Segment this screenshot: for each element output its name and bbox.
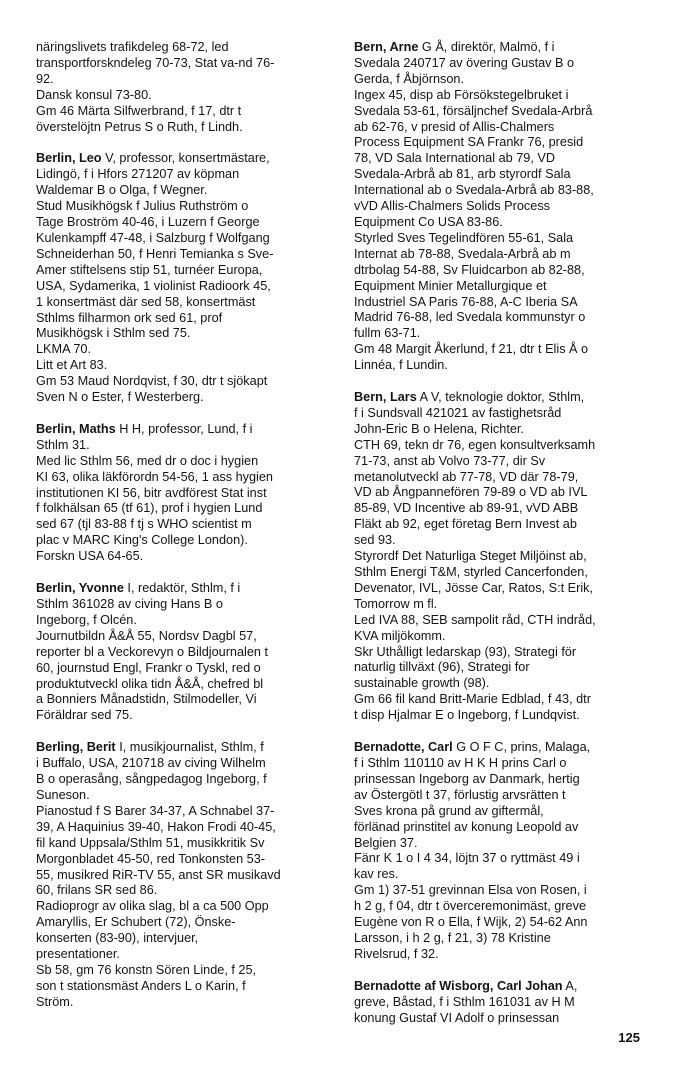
- entry-line: Tomorrow m fl.: [354, 596, 438, 611]
- entry-line: Waldemar B o Olga, f Wegner.: [36, 183, 208, 198]
- entry-line: Skr Uthålligt ledarskap (93), Strategi för: [354, 644, 577, 659]
- entry-line: fullm 63-71.: [354, 326, 421, 341]
- entry-line: Styrordf Det Naturliga Steget Miljöinst ab,: [354, 549, 587, 564]
- entry-name: Berlin, Maths: [36, 421, 116, 436]
- entry-line: LKMA 70.: [36, 342, 92, 357]
- entry-name: Berlin, Leo: [36, 151, 102, 166]
- entry-name: Bernadotte af Wisborg, Carl Johan: [354, 978, 563, 993]
- entry-line: Linnéa, f Lundin.: [354, 358, 448, 373]
- entry-line: prinsessan Ingeborg av Danmark, hertig: [354, 771, 580, 786]
- entry-line: Sb 58, gm 76 konstn Sören Linde, f 25,: [36, 962, 257, 977]
- entry-name: Bern, Arne: [354, 40, 419, 54]
- entry-line: sustainable growth (98).: [354, 676, 490, 691]
- entry-line: Equipment Minier Metallurgique et: [354, 278, 547, 293]
- biography-entry: [36, 151, 324, 406]
- entry-name: Bern, Lars: [354, 390, 417, 405]
- entry-line: Fläkt ab 92, eget företag Bern Invest ab: [354, 517, 577, 532]
- entry-line: Devenator, IVL, Jösse Car, Ratos, S:t Erik,: [354, 580, 594, 595]
- entry-line: h 2 g, f 04, dtr t överceremonimäst, greve: [354, 899, 587, 914]
- entry-line: näringslivets trafikdeleg 68-72, led: [36, 40, 229, 54]
- entry-line: metanolutveckl ab 77-78, VD där 78-79,: [354, 469, 579, 484]
- entry-line: KVA miljökomm.: [354, 628, 446, 643]
- entry-line: Sthlms filharmon ork sed 61, prof: [36, 310, 223, 325]
- biography-entry: [36, 740, 324, 1010]
- entry-line: [354, 40, 642, 56]
- entry-line: Svedala 53-61, försäljnchef Svedala-Arbrå: [354, 103, 593, 118]
- entry-line: transportforskndeleg 70-73, Stat va-nd 76-: [36, 55, 275, 70]
- entry-line: fil kand Uppsala/Sthlm 51, musikkritik Sv: [36, 835, 265, 850]
- entry-line: f i Sundsvall 421021 av fastighetsråd: [354, 405, 562, 420]
- entry-line-text: V, professor, konsertmästare,: [101, 151, 270, 166]
- entry-line: Med lic Sthlm 56, med dr o doc i hygien: [36, 453, 259, 468]
- entry-line-text: A V, teknologie doktor, Sthlm,: [416, 390, 585, 405]
- entry-line: International ab o Svedala-Arbrå ab 83-88,: [354, 183, 594, 198]
- entry-line: 1 konsertmäst där sed 58, konsertmäst: [36, 294, 256, 309]
- entry-line: Schneiderhan 50, f Henri Temianka s Sve-: [36, 246, 274, 261]
- entry-line: sed 93.: [354, 533, 396, 548]
- entry-line: överstelöjtn Petrus S o Ruth, f Lindh.: [36, 119, 243, 134]
- entry-line: Industriel SA Paris 76-88, A-C Iberia SA: [354, 294, 578, 309]
- biography-entry: [354, 40, 642, 374]
- entry-line: konung Gustaf VI Adolf o prinsessan: [354, 1010, 560, 1025]
- entry-line: Styrled Sves Tegelindfören 55-61, Sala: [354, 230, 574, 245]
- entry-line: Ingeborg, f Olcén.: [36, 612, 137, 627]
- document-page: [36, 40, 648, 1040]
- entry-line: CTH 69, tekn dr 76, egen konsultverksamh: [354, 437, 596, 452]
- biography-entry: [36, 422, 324, 565]
- entry-line: Amaryllis, Er Schubert (72), Önske-: [36, 915, 236, 930]
- page-number: 125: [618, 1030, 640, 1045]
- left-column: [36, 40, 324, 1027]
- entry-line: Gerda, f Åbjörnson.: [354, 71, 465, 86]
- entry-line: [36, 422, 324, 438]
- entry-line: son t stationsmäst Anders L o Karin, f: [36, 978, 246, 993]
- entry-line: Musikhögsk i Sthlm sed 75.: [36, 326, 191, 341]
- right-column: [354, 40, 642, 1042]
- entry-line: plac v MARC King's College London).: [36, 533, 248, 548]
- entry-line: Föräldrar sed 75.: [36, 708, 133, 723]
- entry-line: [354, 390, 642, 406]
- entry-line: naturlig tillväxt (96), Strategi for: [354, 660, 530, 675]
- biography-entry: [354, 390, 642, 724]
- entry-name: Bernadotte, Carl: [354, 740, 453, 755]
- entry-line: Gm 48 Margit Åkerlund, f 21, dtr t Elis Å o: [354, 342, 589, 357]
- entry-line: greve, Båstad, f i Sthlm 161031 av H M: [354, 994, 575, 1009]
- entry-line: av Östergötl t 37, förlustig arvsrätten t: [354, 787, 566, 802]
- entry-line: Amer stiftelsens stip 51, turnéer Europa,: [36, 262, 263, 277]
- entry-line: KI 63, olika läkförordn 54-56, 1 ass hygien: [36, 469, 273, 484]
- entry-line: Journutbildn Å&Å 55, Nordsv Dagbl 57,: [36, 628, 257, 643]
- entry-line: f folkhälsan 65 (tf 61), prof i hygien Lund: [36, 501, 263, 516]
- entry-line: Tage Broström 40-46, i Luzern f George: [36, 215, 260, 230]
- entry-line: Larsson, i h 2 g, f 21, 3) 78 Kristine: [354, 930, 551, 945]
- entry-line: Litt et Art 83.: [36, 358, 108, 373]
- entry-line: 60, frilans SR sed 86.: [36, 883, 158, 898]
- entry-line: Sthlm 361028 av civing Hans B o: [36, 597, 223, 611]
- entry-line: USA, Sydamerika, 1 violinist Radioork 45,: [36, 278, 271, 293]
- entry-line: 78, VD Sala International ab 79, VD: [354, 151, 556, 166]
- entry-line: Forskn USA 64-65.: [36, 549, 144, 564]
- entry-line: Sthlm 31.: [36, 437, 90, 452]
- entry-line: [354, 979, 642, 995]
- entry-line: t disp Hjalmar E o Ingeborg, f Lundqvist.: [354, 708, 580, 723]
- entry-line: 39, A Haquinius 39-40, Hakon Frodi 40-45,: [36, 819, 276, 834]
- biography-entry: [354, 740, 642, 963]
- entry-line: Equipment Co USA 83-86.: [354, 214, 503, 229]
- entry-line: presentationer.: [36, 947, 120, 962]
- entry-line: Suneson.: [36, 787, 90, 802]
- entry-line: [36, 581, 324, 597]
- entry-line: vVD Allis-Chalmers Solids Process: [354, 199, 551, 214]
- entry-line: Svedala-Arbrå ab 81, arb styrordf Sala: [354, 167, 571, 182]
- entry-line: John-Eric B o Helena, Richter.: [354, 421, 524, 436]
- entry-line: Internat ab 78-88, Svedala-Arbrå ab m: [354, 246, 571, 261]
- entry-line: produktutveckl olika tidn Å&Å, chefred bl: [36, 676, 264, 691]
- entry-line: [36, 740, 324, 756]
- entry-line-text: G O F C, prins, Malaga,: [452, 740, 591, 755]
- entry-line: B o operasång, sångpedagog Ingeborg, f: [36, 772, 267, 787]
- entry-line: 71-73, anst ab Volvo 73-77, dir Sv: [354, 453, 546, 468]
- entry-line: VD ab Ångpannefören 79-89 o VD ab IVL: [354, 485, 588, 500]
- entry-line: f i Sthlm 110110 av H K H prins Carl o: [354, 755, 567, 770]
- entry-line: Process Equipment SA Frankr 76, presid: [354, 135, 584, 150]
- biography-entry: [36, 581, 324, 724]
- entry-line: Gm 53 Maud Nordqvist, f 30, dtr t sjökapt: [36, 374, 268, 389]
- biography-entry: [354, 979, 642, 1027]
- entry-line-text: I, redaktör, Sthlm, f i: [123, 581, 241, 596]
- entry-line: Sthlm Energi T&M, styrled Cancerfonden,: [354, 565, 588, 579]
- entry-name: Berlin, Yvonne: [36, 581, 124, 596]
- entry-line: Rivelsrud, f 32.: [354, 946, 439, 961]
- entry-line-text: G Å, direktör, Malmö, f i: [418, 40, 555, 54]
- entry-line: Pianostud f S Barer 34-37, A Schnabel 37-: [36, 803, 275, 818]
- entry-line: Dansk konsul 73-80.: [36, 87, 152, 102]
- entry-line: Radioprogr av olika slag, bl a ca 500 Opp: [36, 899, 269, 914]
- biography-entry: [36, 40, 324, 135]
- entry-line: Morgonbladet 45-50, red Tonkonsten 53-: [36, 851, 265, 866]
- entry-line: Fänr K 1 o I 4 34, löjtn 37 o ryttmäst 49 i: [354, 851, 580, 866]
- entry-line: [354, 740, 642, 756]
- entry-name: Berling, Berit: [36, 740, 116, 755]
- entry-line-text: I, musikjournalist, Sthlm, f: [115, 740, 264, 755]
- entry-line-text: H H, professor, Lund, f i: [115, 421, 253, 436]
- entry-line: Ingex 45, disp ab Försökstegelbruket i: [354, 87, 569, 102]
- entry-line: reporter bl a Veckorevyn o Bildjournalen t: [36, 644, 269, 659]
- entry-line: i Buffalo, USA, 210718 av civing Wilhelm: [36, 756, 266, 771]
- entry-line: dtrbolag 54-88, Sv Fluidcarbon ab 82-88,: [354, 262, 585, 277]
- entry-line: Eugène von R o Ella, f Wijk, 2) 54-62 Ann: [354, 915, 588, 930]
- entry-line: 85-89, VD Incentive ab 89-91, vVD ABB: [354, 501, 579, 516]
- entry-line: Led IVA 88, SEB sampolit råd, CTH indråd,: [354, 612, 596, 627]
- entry-line: Gm 46 Märta Silfwerbrand, f 17, dtr t: [36, 103, 242, 118]
- entry-line: institutionen KI 56, bitr avdförest Stat inst: [36, 485, 267, 500]
- entry-line: Sves krona på grund av giftermål,: [354, 803, 544, 818]
- entry-line: 60, journstud Engl, Frankr o Tyskl, red o: [36, 660, 261, 675]
- entry-line: ab 62-76, v presid of Allis-Chalmers: [354, 119, 555, 134]
- entry-line: sed 67 (tjl 83-88 f tj s WHO scientist m: [36, 517, 252, 532]
- entry-line: kav res.: [354, 867, 399, 882]
- entry-line-text: A,: [562, 978, 578, 993]
- entry-line: förlänad prinstitel av konung Leopold av: [354, 819, 579, 834]
- entry-line: Gm 66 fil kand Britt-Marie Edblad, f 43, dtr: [354, 692, 591, 707]
- entry-line: Belgien 37.: [354, 835, 418, 850]
- entry-line: Gm 1) 37-51 grevinnan Elsa von Rosen, i: [354, 883, 587, 898]
- entry-line: Stud Musikhögsk f Julius Ruthström o: [36, 199, 249, 214]
- entry-line: Lidingö, f i Hfors 271207 av köpman: [36, 167, 240, 182]
- entry-line: 92.: [36, 71, 54, 86]
- entry-line: Ström.: [36, 994, 74, 1009]
- entry-line: [36, 151, 324, 167]
- entry-line: a Bonniers Månadstidn, Stilmodeller, Vi: [36, 692, 257, 707]
- entry-line: Madrid 76-88, led Svedala kommunstyr o: [354, 310, 586, 325]
- entry-line: 55, musikred RiR-TV 55, anst SR musikavd: [36, 867, 281, 882]
- entry-line: Svedala 240717 av övering Gustav B o: [354, 55, 575, 70]
- entry-line: Sven N o Ester, f Westerberg.: [36, 390, 204, 405]
- entry-line: konserten (83-90), intervjuer,: [36, 931, 199, 946]
- entry-line: Kulenkampff 47-48, i Salzburg f Wolfgang: [36, 230, 270, 245]
